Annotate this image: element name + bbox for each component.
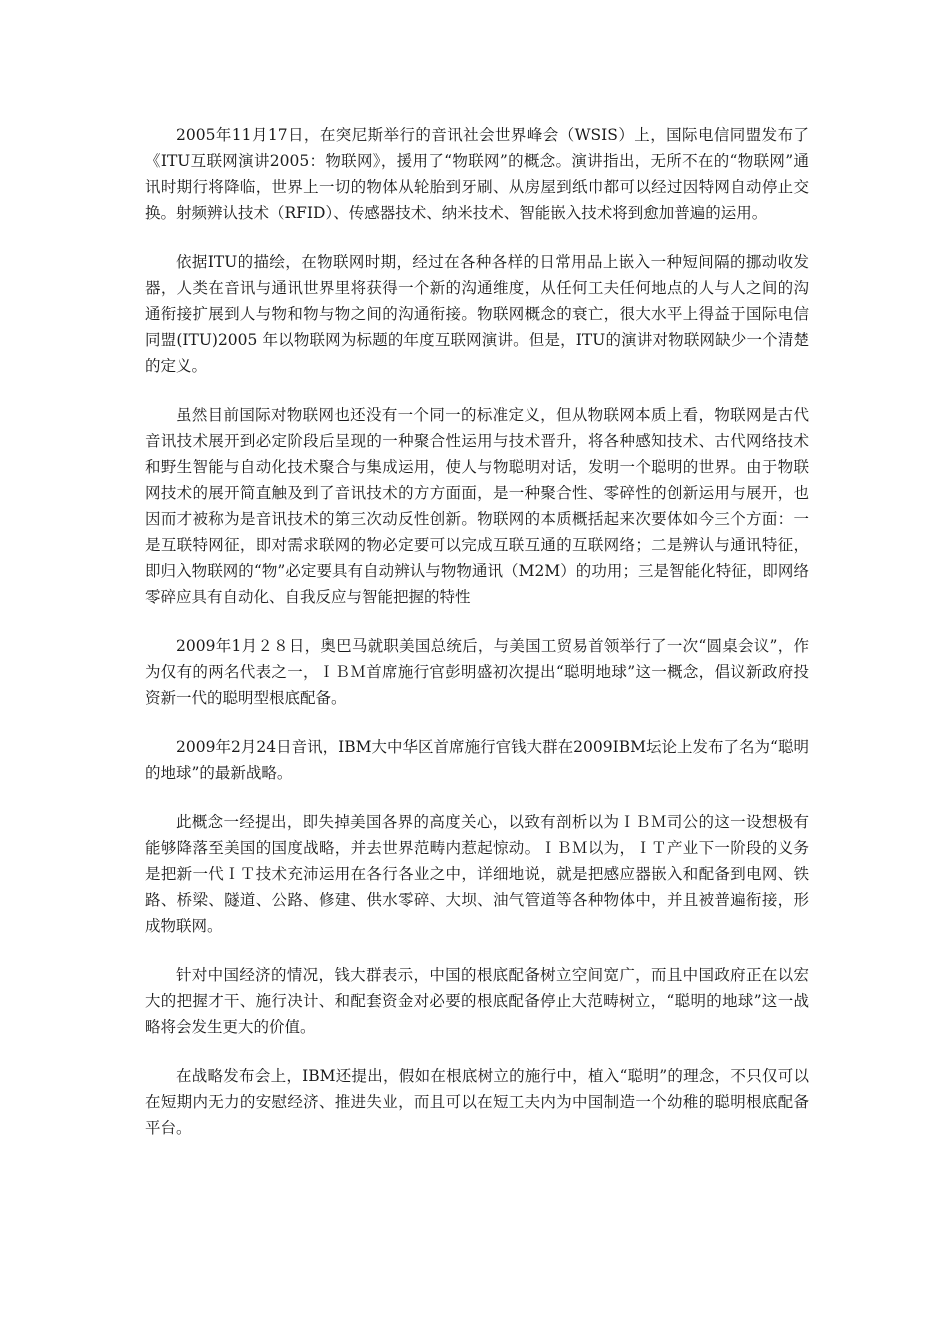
- paragraph-wsis-2005: 2005年11月17日，在突尼斯举行的音讯社会世界峰会（WSIS）上，国际电信同盟发布了《ITU互联网演讲2005：物联网》，援用了“物联网”的概念。演讲指出，无所不在的“物联网”通讯时期行将降临，世界上一切的物体从轮胎到牙刷、从房屋到纸巾都可以经过因特网自动停止交换。射频辨认技术（RFID）、传感器技术、纳米技术、智能嵌入技术将到愈加普遍的运用。: [145, 126, 809, 222]
- paragraph-ibm-china-strategy: 2009年2月24日音讯，IBM大中华区首席施行官钱大群在2009IBM坛论上发布了名为“聪明的地球”的最新战略。: [145, 738, 809, 782]
- paragraph-smarter-planet-origin: 2009年1月２８日，奥巴马就职美国总统后，与美国工贸易首领举行了一次“圆桌会议”，作为仅有的两名代表之一，ＩＢＭ首席施行官彭明盛初次提出“聪明地球”这一概念，倡议新政府投资新一代的聪明型根底配备。: [145, 637, 809, 707]
- document-body: [145, 122, 809, 1164]
- paragraph-iot-definition: 虽然目前国际对物联网也还没有一个同一的标准定义，但从物联网本质上看，物联网是古代音讯技术展开到必定阶段后呈现的一种聚合性运用与技术晋升，将各种感知技术、古代网络技术和野生智能与自动化技术聚合与集成运用，使人与物聪明对话，发明一个聪明的世界。由于物联网技术的展开简直触及到了音讯技术的方方面面，是一种聚合性、零碎性的创新运用与展开，也因而才被称为是音讯技术的第三次动反性创新。物联网的本质概括起来次要体如今三个方面：一是互联特网征，即对需求联网的物必定要可以完成互联互通的互联网络；二是辨认与通讯特征，即归入物联网的“物”必定要具有自动辨认与物物通讯（M2M）的功用；三是智能化特征，即网络零碎应具有自动化、自我反应与智能把握的特性: [145, 406, 809, 606]
- paragraph-china-economy: 针对中国经济的情况，钱大群表示，中国的根底配备树立空间宽广，而且中国政府正在以宏大的把握才干、施行决计、和配套资金对必要的根底配备停止大范畴树立，“聪明的地球”这一战略将会发生更大的价值。: [145, 966, 809, 1036]
- paragraph-concept-impact: 此概念一经提出，即失掉美国各界的高度关心，以致有剖析以为ＩＢＭ司公的这一设想极有能够降落至美国的国度战略，并去世界范畴内惹起惊动。ＩＢＭ以为，ＩＴ产业下一阶段的义务是把新一代ＩＴ技术充沛运用在各行各业之中，详细地说，就是把感应器嵌入和配备到电网、铁路、桥梁、隧道、公路、修建、供水零碎、大坝、油气管道等各种物体中，并且被普遍衔接，形成物联网。: [145, 813, 809, 935]
- paragraph-launch-event: 在战略发布会上，IBM还提出，假如在根底树立的施行中，植入“聪明”的理念，不只仅可以在短期内无力的安慰经济、推进失业，而且可以在短工夫内为中国制造一个幼稚的聪明根底配备平台。: [145, 1067, 809, 1137]
- paragraph-itu-description: 依据ITU的描绘，在物联网时期，经过在各种各样的日常用品上嵌入一种短间隔的挪动收发器，人类在音讯与通讯世界里将获得一个新的沟通维度，从任何工夫任何地点的人与人之间的沟通衔接扩展到人与物和物与物之间的沟通衔接。物联网概念的衰亡，很大水平上得益于国际电信同盟(ITU)2005 年以物联网为标题的年度互联网演讲。但是，ITU的演讲对物联网缺少一个清楚的定义。: [145, 253, 809, 375]
